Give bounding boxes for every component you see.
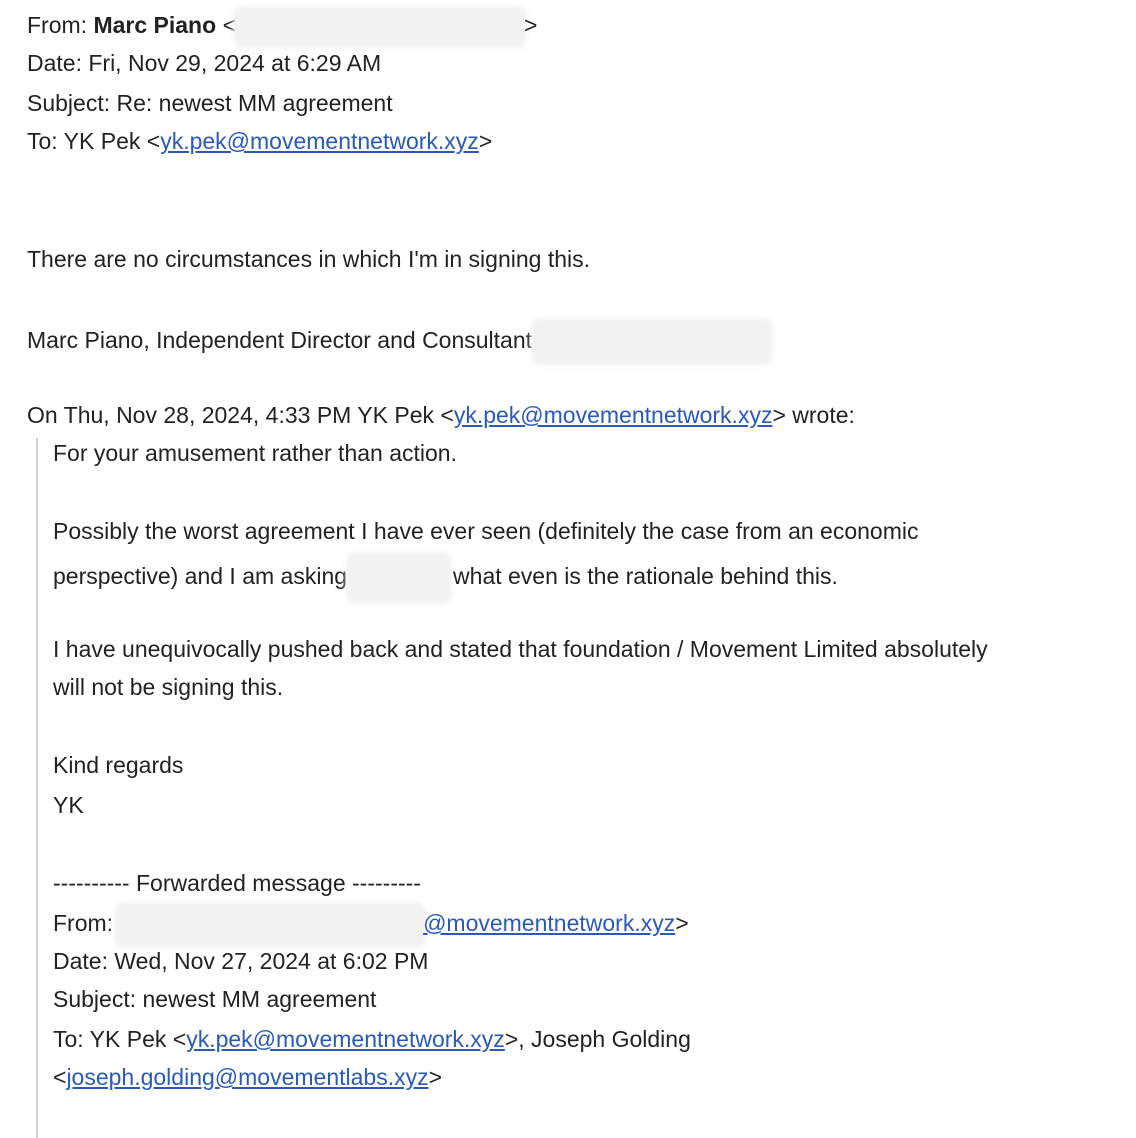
header-date: Date: Fri, Nov 29, 2024 at 6:29 AM xyxy=(27,50,382,76)
quote-attribution xyxy=(27,399,855,431)
to-email-link[interactable]: yk.pek@movementnetwork.xyz xyxy=(160,128,479,154)
quoted-initials: YK xyxy=(53,792,84,818)
quoted-paragraph-3-line-1: I have unequivocally pushed back and stated that foundation / Movement Limited absolutely xyxy=(53,636,988,662)
forwarded-to-email-2-link[interactable]: joseph.golding@movementlabs.xyz xyxy=(66,1064,429,1090)
reply-signature xyxy=(27,321,770,353)
reply-body: There are no circumstances in which I'm in signing this. xyxy=(27,246,591,272)
header-to xyxy=(27,125,492,157)
from-close-bracket: > xyxy=(524,12,538,39)
forwarded-from xyxy=(53,905,689,937)
attribution-prefix: On Thu, Nov 28, 2024, 4:33 PM YK Pek < xyxy=(27,402,454,428)
forwarded-to-email-1-link[interactable]: yk.pek@movementnetwork.xyz xyxy=(186,1026,505,1052)
from-label: From: xyxy=(27,12,88,39)
forwarded-to-line-1 xyxy=(53,1023,691,1055)
header-subject: Subject: Re: newest MM agreement xyxy=(27,90,393,116)
forwarded-to-line-2 xyxy=(53,1061,442,1093)
forwarded-to-close: > xyxy=(428,1064,443,1090)
signature-text: Marc Piano, Independent Director and Consultant xyxy=(27,327,533,354)
header-from xyxy=(27,9,537,41)
quoted-closing: Kind regards xyxy=(53,752,184,778)
to-prefix: To: YK Pek < xyxy=(27,128,161,154)
quote-bar xyxy=(36,438,38,1138)
redacted-name xyxy=(349,555,449,601)
forwarded-separator: ---------- Forwarded message --------- xyxy=(53,870,421,896)
attribution-suffix: > wrote: xyxy=(772,402,855,428)
forwarded-from-email-link[interactable]: @movementnetwork.xyz xyxy=(423,910,676,937)
forwarded-to-open: < xyxy=(53,1064,67,1090)
forwarded-from-label: From: xyxy=(53,910,114,937)
quoted-paragraph-2-line-1: Possibly the worst agreement I have ever seen (definitely the case from an economic xyxy=(53,518,919,544)
redacted-signature-detail xyxy=(534,321,770,363)
quoted-paragraph-1: For your amusement rather than action. xyxy=(53,440,457,466)
redacted-sender-email xyxy=(236,9,524,45)
forwarded-to-prefix: To: YK Pek < xyxy=(53,1026,187,1052)
forwarded-date: Date: Wed, Nov 27, 2024 at 6:02 PM xyxy=(53,948,429,974)
sender-name: Marc Piano xyxy=(93,12,217,39)
forwarded-to-mid: >, Joseph Golding xyxy=(504,1026,691,1052)
quoted-paragraph-2-line-2 xyxy=(53,555,838,590)
redacted-forwarded-sender xyxy=(117,905,423,945)
attribution-email-link[interactable]: yk.pek@movementnetwork.xyz xyxy=(453,402,773,428)
forwarded-from-suffix: > xyxy=(675,910,689,937)
p2-text-after-redaction: what even is the rationale behind this. xyxy=(453,563,838,590)
quoted-paragraph-3-line-2: will not be signing this. xyxy=(53,674,284,700)
forwarded-subject: Subject: newest MM agreement xyxy=(53,986,377,1012)
to-suffix: > xyxy=(478,128,493,154)
from-open-bracket: < xyxy=(222,12,236,39)
p2-text-before-redaction: perspective) and I am asking xyxy=(53,563,348,590)
